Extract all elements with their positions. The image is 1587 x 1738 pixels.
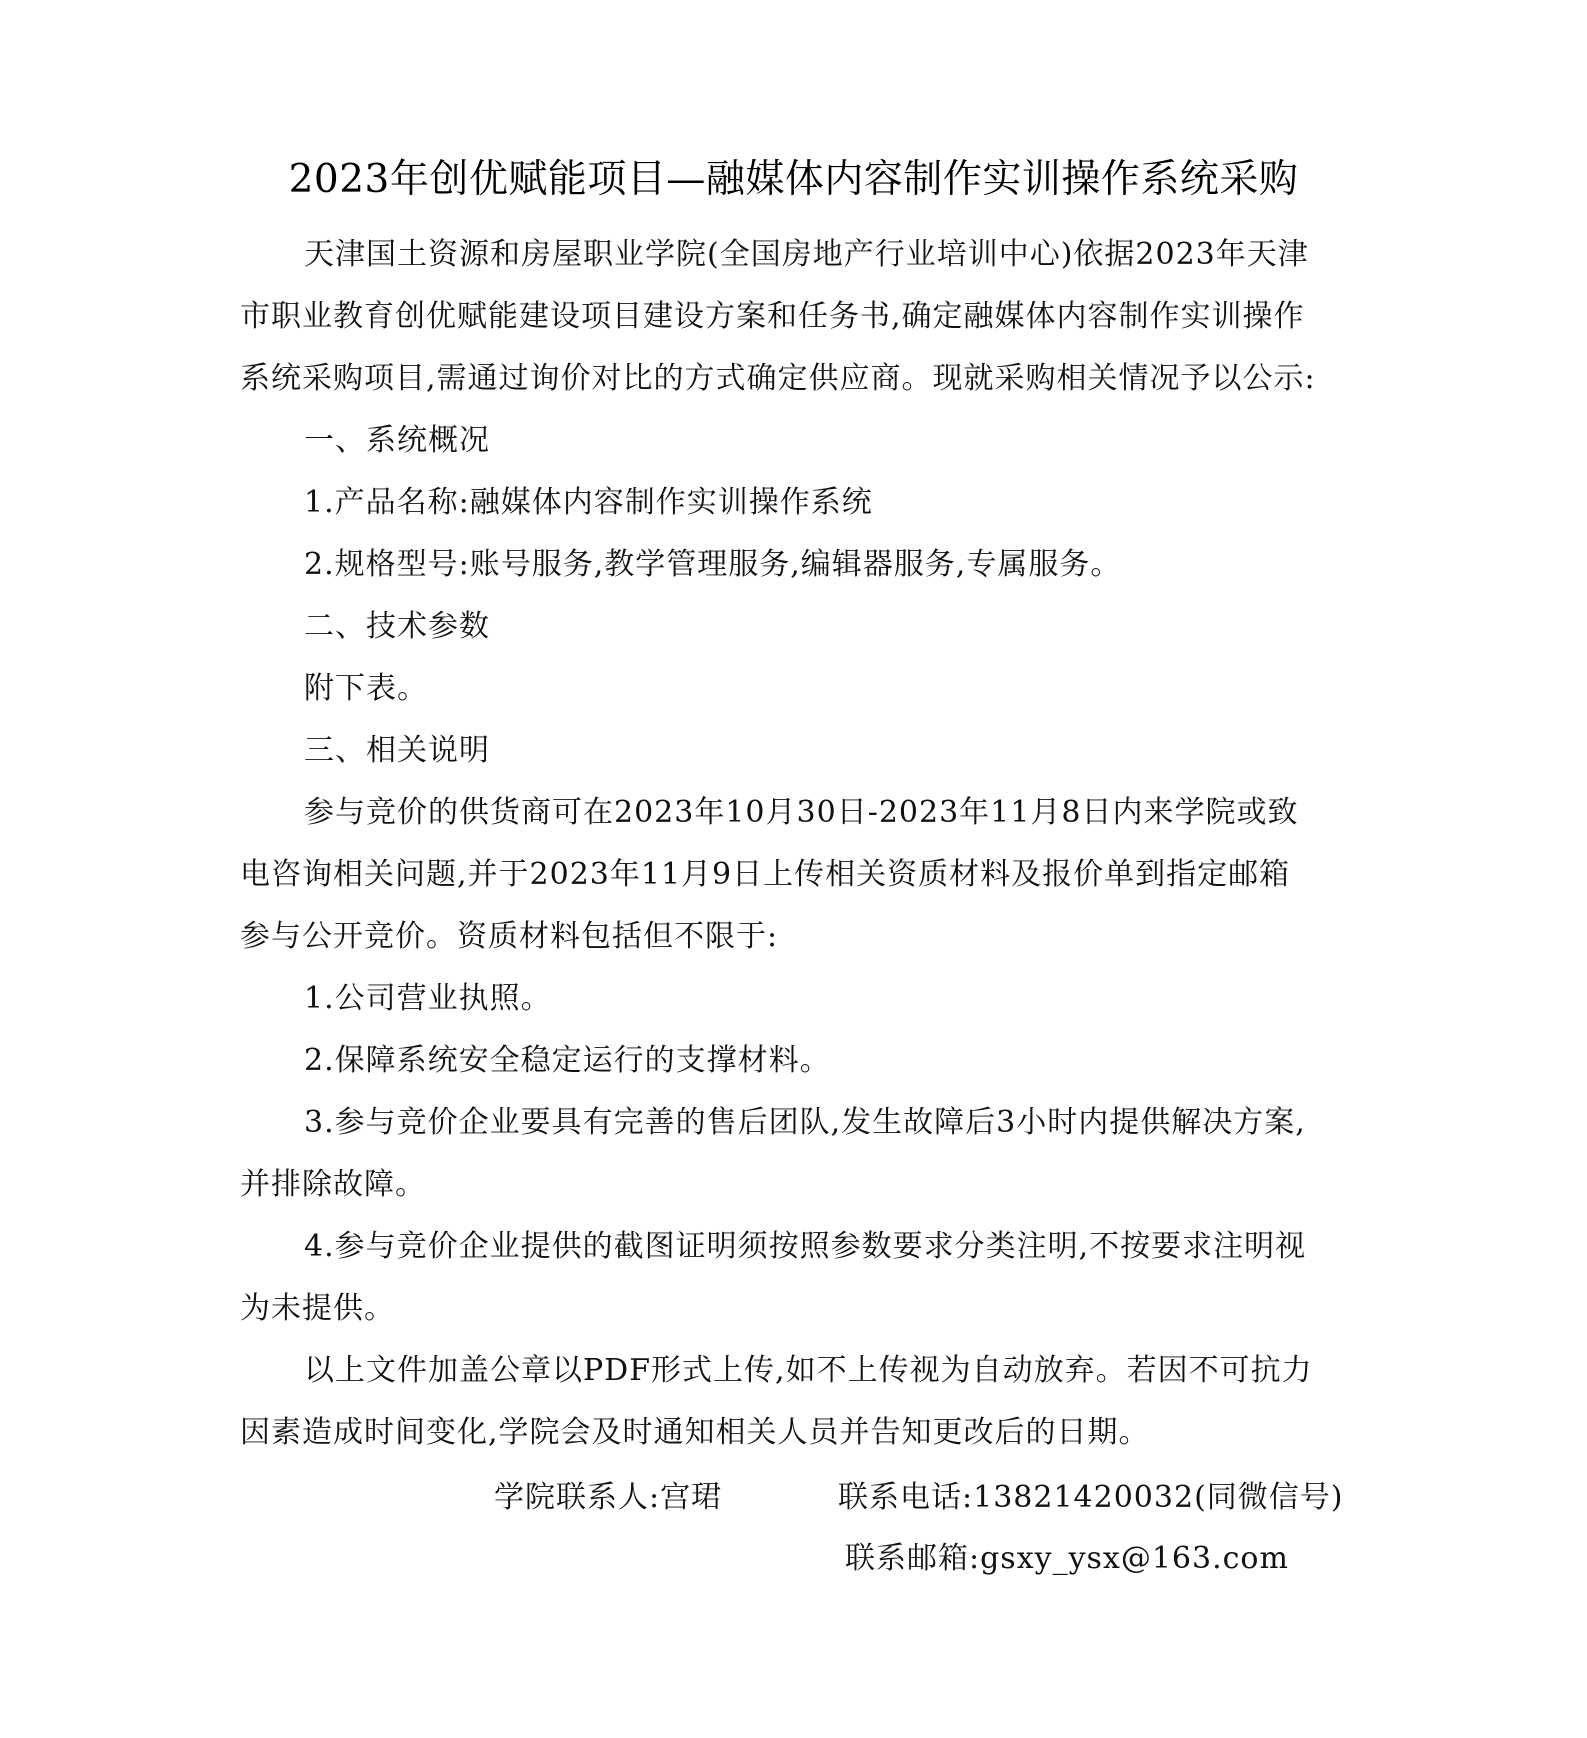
section3-heading: 三、相关说明	[304, 733, 490, 768]
section1-heading: 一、系统概况	[304, 423, 490, 458]
closing-paragraph	[240, 1340, 1340, 1464]
requirement-1: 1.公司营业执照。	[304, 981, 552, 1016]
contact-email: 联系邮箱:gsxy_ysx@163.com	[845, 1541, 1289, 1576]
section2-text: 附下表。	[304, 671, 428, 706]
intro-paragraph	[240, 224, 1340, 410]
intro-line-3: 系统采购项目,需通过询价对比的方式确定供应商。现就采购相关情况予以公示:	[240, 361, 1316, 396]
requirement-3-line-2: 并排除故障。	[240, 1167, 426, 1202]
section3-paragraph	[240, 782, 1340, 968]
requirement-4	[240, 1216, 1340, 1340]
requirement-3-line-1: 3.参与竞价企业要具有完善的售后团队,发生故障后3小时内提供解决方案,	[304, 1105, 1306, 1140]
intro-line-2: 市职业教育创优赋能建设项目建设方案和任务书,确定融媒体内容制作实训操作	[240, 299, 1305, 334]
section1-product-name: 1.产品名称:融媒体内容制作实训操作系统	[304, 485, 873, 520]
intro-line-1: 天津国土资源和房屋职业学院(全国房地产行业培训中心)依据2023年天津	[304, 237, 1309, 272]
contact-phone: 联系电话:13821420032(同微信号)	[838, 1480, 1344, 1515]
closing-line-2: 因素造成时间变化,学院会及时通知相关人员并告知更改后的日期。	[240, 1415, 1150, 1450]
closing-line-1: 以上文件加盖公章以PDF形式上传,如不上传视为自动放弃。若因不可抗力	[304, 1353, 1313, 1388]
document-body	[240, 224, 1340, 1464]
requirement-2: 2.保障系统安全稳定运行的支撑材料。	[304, 1043, 831, 1078]
section2-heading: 二、技术参数	[304, 609, 490, 644]
document-title: 2023年创优赋能项目—融媒体内容制作实训操作系统采购	[288, 157, 1299, 202]
requirement-3	[240, 1092, 1340, 1216]
requirement-4-line-1: 4.参与竞价企业提供的截图证明须按照参数要求分类注明,不按要求注明视	[304, 1229, 1307, 1264]
section1-spec-model: 2.规格型号:账号服务,教学管理服务,编辑器服务,专属服务。	[304, 547, 1122, 582]
section3-line-3: 参与公开竞价。资质材料包括但不限于:	[240, 919, 779, 954]
section3-line-1: 参与竞价的供货商可在2023年10月30日-2023年11月8日内来学院或致	[304, 795, 1299, 830]
requirement-4-line-2: 为未提供。	[240, 1291, 395, 1326]
section3-line-2: 电咨询相关问题,并于2023年11月9日上传相关资质材料及报价单到指定邮箱	[240, 857, 1291, 892]
contact-person: 学院联系人:宫珺	[494, 1480, 723, 1515]
